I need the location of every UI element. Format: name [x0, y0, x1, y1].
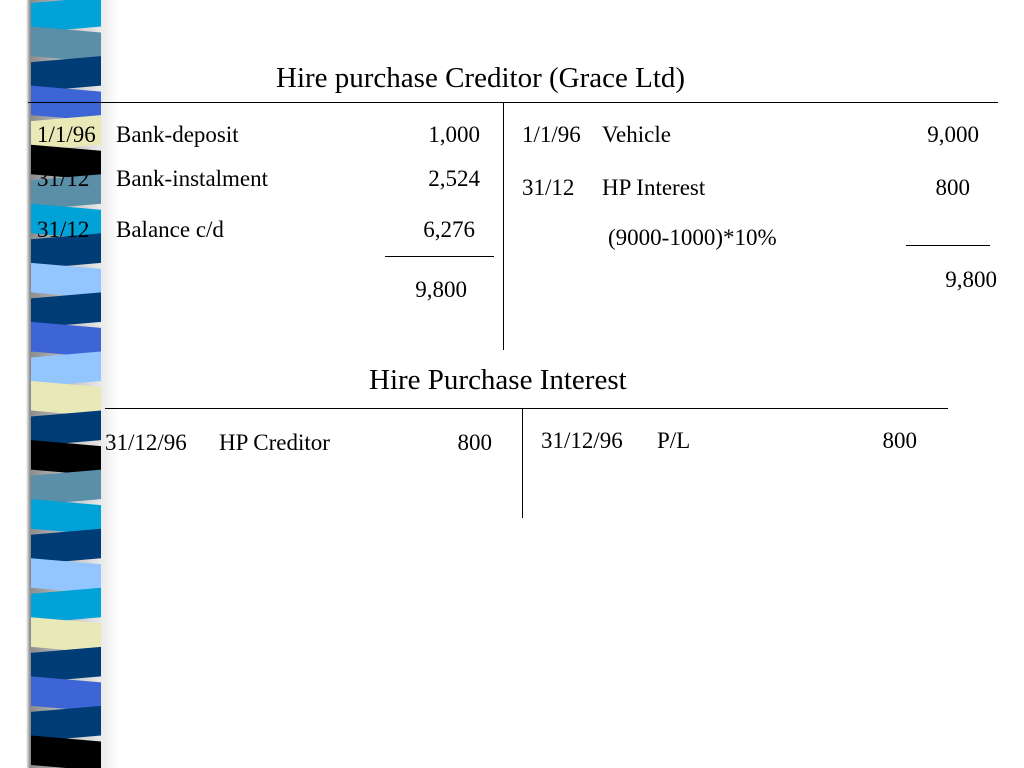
credit-entry-label: Vehicle — [602, 122, 671, 147]
strip-band — [31, 263, 101, 299]
debit-entry-amount: 6,276 — [423, 217, 475, 242]
debit-entry-date: 1/1/96 — [37, 122, 96, 147]
strip-band — [31, 588, 101, 624]
account-title-hp-creditor: Hire purchase Creditor (Grace Ltd) — [276, 62, 686, 94]
credit-entry-date: 31/12 — [522, 175, 575, 200]
striped-bar-graphic — [0, 0, 118, 768]
credit-entry-amount: 9,000 — [927, 122, 979, 147]
strip-band — [31, 647, 101, 683]
strip-band — [31, 617, 101, 653]
debit-entry-label: Balance c/d — [116, 217, 224, 242]
account-title-hp-interest: Hire Purchase Interest — [369, 364, 627, 396]
strip-band — [31, 529, 101, 565]
credit-entry-amount: 800 — [935, 175, 970, 200]
strip-band — [31, 322, 101, 358]
debit-entry-label: Bank-instalment — [116, 166, 269, 191]
credit-entry-amount: 800 — [882, 428, 917, 453]
credit-entry-date: 1/1/96 — [522, 122, 581, 147]
strip-band — [31, 735, 101, 768]
strip-band — [31, 292, 101, 328]
strip-band — [31, 56, 101, 92]
decorative-strip — [0, 0, 118, 768]
strip-band — [31, 27, 101, 63]
strip-band — [31, 706, 101, 742]
strip-band — [31, 470, 101, 506]
strip-band — [31, 381, 101, 417]
credit-entry-label: P/L — [657, 428, 691, 453]
t-account-divider — [522, 408, 523, 518]
interest-calculation-note: (9000-1000)*10% — [608, 225, 777, 250]
debit-entry-label: HP Creditor — [219, 430, 330, 455]
debit-entry-date: 31/12/96 — [105, 430, 187, 455]
strip-band — [31, 86, 101, 122]
debit-entry-amount: 1,000 — [428, 122, 480, 147]
debit-total-amount: 9,800 — [415, 277, 467, 302]
strip-band — [31, 558, 101, 594]
debit-total-rule — [385, 256, 494, 257]
credit-entry-date: 31/12/96 — [541, 428, 623, 453]
credit-total-amount: 9,800 — [945, 267, 997, 292]
t-account-divider — [503, 102, 504, 350]
debit-entry-amount: 2,524 — [428, 166, 480, 191]
credit-total-rule — [906, 245, 990, 246]
strip-band — [31, 440, 101, 476]
debit-entry-amount: 800 — [457, 430, 492, 455]
strip-band — [31, 351, 101, 387]
debit-entry-date: 31/12 — [37, 217, 90, 242]
t-account-top-rule — [105, 408, 948, 409]
strip-band — [31, 676, 101, 712]
strip-band — [31, 499, 101, 535]
strip-band — [31, 411, 101, 447]
t-account-top-rule — [28, 102, 998, 103]
debit-entry-label: Bank-deposit — [116, 122, 239, 147]
debit-entry-date: 31/12 — [37, 166, 90, 191]
credit-entry-label: HP Interest — [602, 175, 706, 200]
